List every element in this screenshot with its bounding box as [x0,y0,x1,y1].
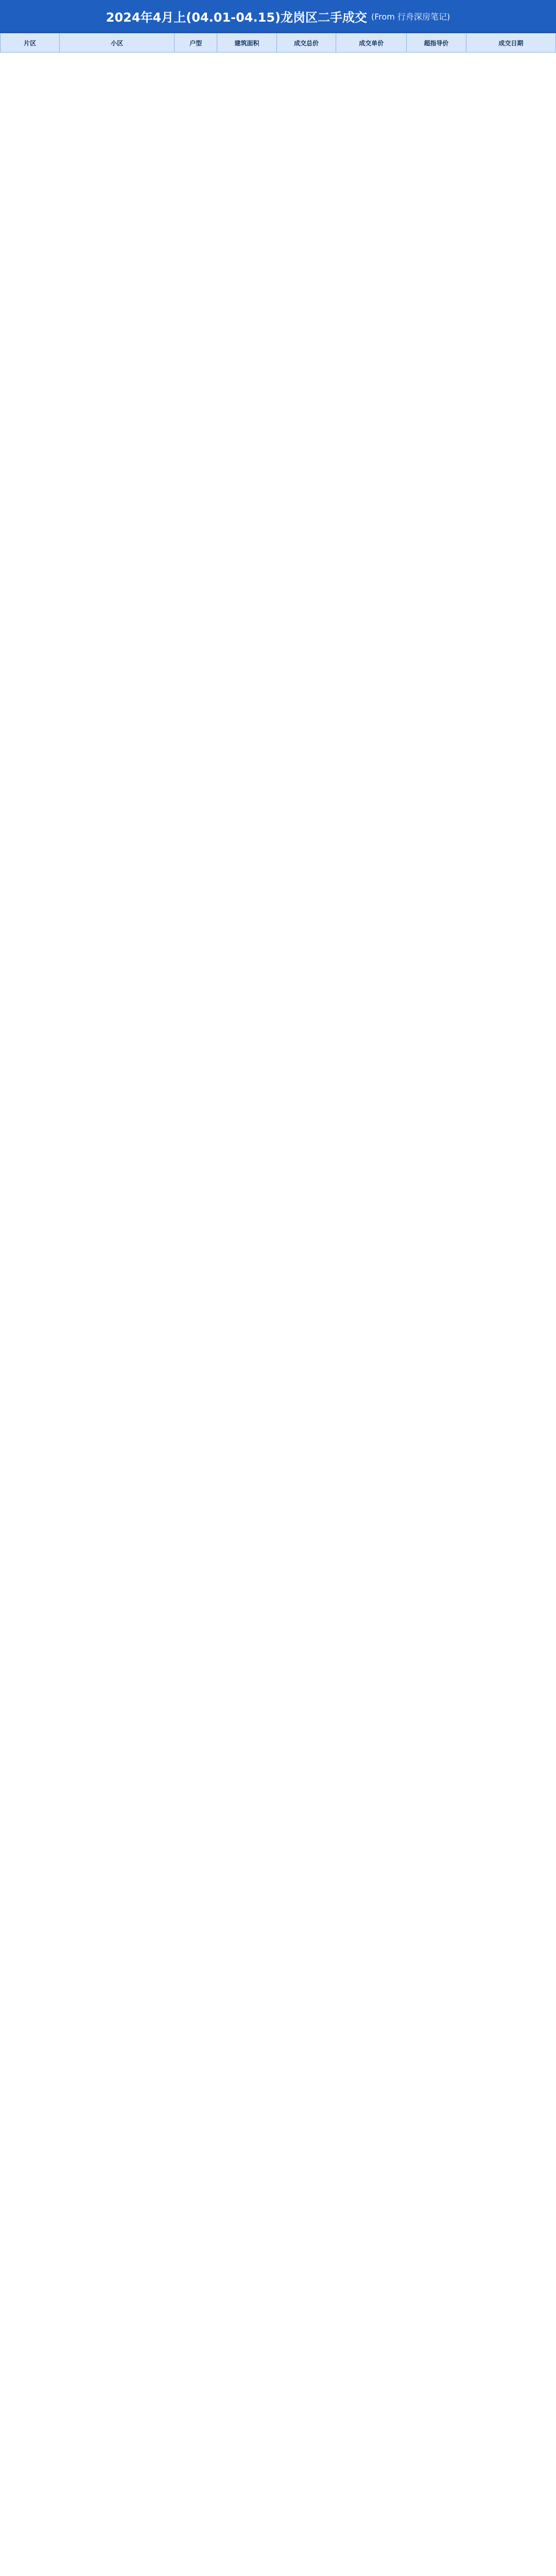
column-header-layout: 户型 [174,33,217,53]
column-header-date: 成交日期 [466,33,555,53]
column-header-pct: 超指导价 [407,33,466,53]
deals-table [0,33,556,53]
column-header-total: 成交总价 [276,33,336,53]
table-header-row [1,33,556,53]
column-header-district: 片区 [1,33,60,53]
column-header-price: 成交单价 [336,33,407,53]
column-header-area: 建筑面积 [217,33,276,53]
page-title: 2024年4月上(04.01-04.15)龙岗区二手成交 [106,10,367,25]
title-bar [0,0,556,33]
table-header [1,33,556,53]
column-header-community: 小区 [60,33,174,53]
source-note: (From 行舟深房笔记) [371,11,450,22]
